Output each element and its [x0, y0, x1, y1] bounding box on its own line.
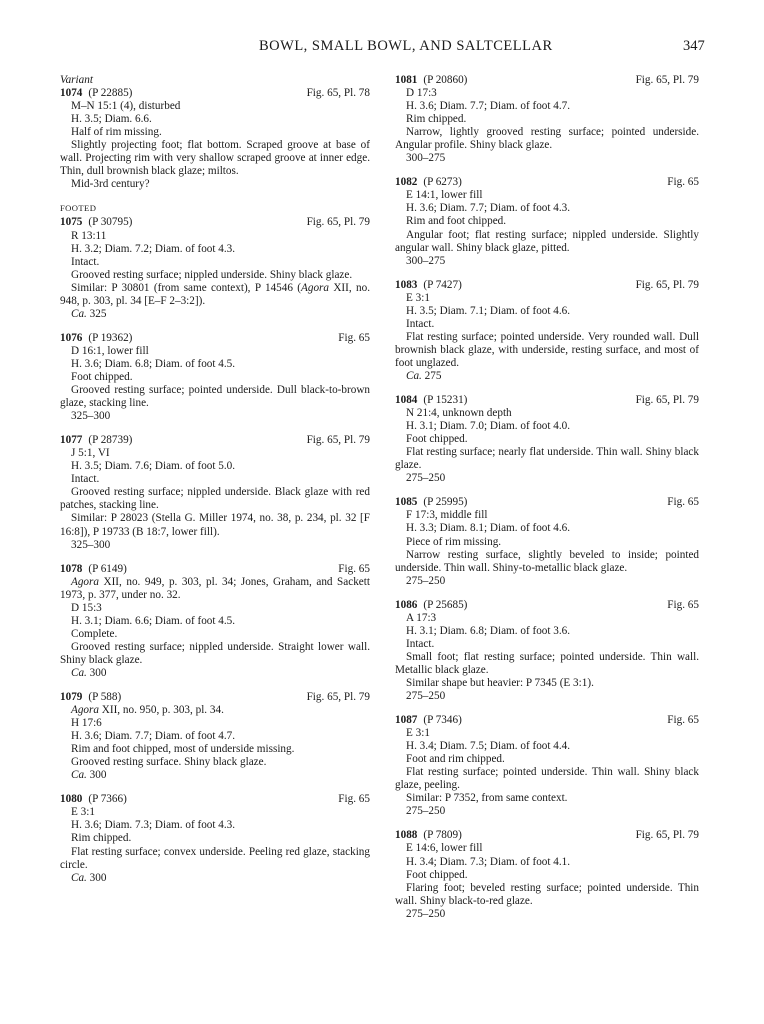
inventory-number: (P 28739) — [88, 434, 133, 447]
entry-heading — [60, 793, 370, 806]
date: 300–275 — [406, 152, 446, 165]
entry-number: 1083 — [395, 278, 418, 291]
figure-reference: Fig. 65 — [667, 598, 699, 611]
figure-reference: Fig. 65 — [667, 496, 699, 509]
page-header — [0, 38, 764, 58]
catalog-entry-1083 — [395, 279, 699, 383]
entry-number: 1088 — [395, 829, 418, 842]
inventory-number: (P 6273) — [423, 176, 462, 189]
dimensions: H. 3.5; Diam. 7.6; Diam. of foot 5.0. — [71, 460, 236, 473]
page-number: 347 — [683, 38, 705, 54]
entry-number: 1081 — [395, 74, 418, 86]
condition: Rim and foot chipped, most of underside missing. — [71, 743, 295, 756]
date: 300–275 — [406, 254, 446, 267]
condition: Rim chipped. — [71, 832, 132, 845]
date: 325–300 — [71, 410, 111, 423]
description: Grooved resting surface; nippled underside. Straight lower wall. Shiny black glaze. — [60, 640, 370, 666]
figure-reference: Fig. 65, Pl. 79 — [635, 394, 699, 407]
inventory-number: (P 7346) — [423, 714, 462, 727]
entry-number: 1087 — [395, 714, 418, 727]
inventory-number: (P 6149) — [88, 562, 127, 575]
description: Narrow resting surface, slightly beveled to inside; pointed underside. Thin wall. Shiny-to-metallic black glaze. — [395, 548, 699, 574]
entry-heading — [60, 691, 370, 704]
date: 275–250 — [406, 574, 446, 587]
dimensions: H. 3.5; Diam. 6.6. — [71, 113, 152, 126]
section-label-footed: FOOTED — [60, 203, 97, 214]
date: Ca. 300 — [71, 666, 107, 679]
entry-number: 1078 — [60, 562, 83, 575]
description: Flaring foot; beveled resting surface; pointed underside. Thin wall. Shiny black-to-red glaze. — [395, 881, 699, 907]
entry-number: 1074 — [60, 87, 83, 100]
description: Angular foot; flat resting surface; nippled underside. Slightly angular wall. Shiny black glaze, pitted. — [395, 228, 699, 254]
condition: Intact. — [71, 255, 100, 268]
figure-reference: Fig. 65, Pl. 79 — [635, 829, 699, 842]
figure-reference: Fig. 65 — [667, 714, 699, 727]
description: Grooved resting surface; nippled underside. Black glaze with red patches, stacking line. — [60, 486, 370, 512]
inventory-number: (P 588) — [88, 691, 122, 704]
section-label-variant: Variant — [60, 74, 93, 86]
figure-reference: Fig. 65, Pl. 79 — [635, 278, 699, 291]
catalog-entry-1075 — [60, 216, 370, 320]
inventory-number: (P 7809) — [423, 829, 462, 842]
deposit-context: E 3:1 — [406, 291, 430, 304]
deposit-context: E 14:6, lower fill — [406, 842, 483, 855]
condition: Piece of rim missing. — [406, 535, 502, 548]
entry-heading — [395, 279, 699, 292]
condition: Foot chipped. — [406, 868, 468, 881]
description: Flat resting surface; convex underside. Peeling red glaze, stacking circle. — [60, 845, 370, 871]
condition: Foot chipped. — [71, 370, 133, 383]
date: Ca. 325 — [71, 307, 107, 320]
catalog-entry-1077 — [60, 434, 370, 551]
dimensions: H. 3.1; Diam. 6.6; Diam. of foot 4.5. — [71, 614, 236, 627]
deposit-context: H 17:6 — [71, 717, 102, 730]
catalog-entry-1078 — [60, 563, 370, 680]
date: 275–250 — [406, 472, 446, 485]
date: Ca. 275 — [406, 369, 442, 382]
description: Small foot; flat resting surface; pointed underside. Thin wall. Metallic black glaze. — [395, 650, 699, 676]
entry-heading — [395, 599, 699, 612]
figure-reference: Fig. 65, Pl. 79 — [635, 74, 699, 86]
inventory-number: (P 7427) — [423, 278, 462, 291]
condition: Complete. — [71, 627, 118, 640]
condition: Intact. — [71, 473, 100, 486]
similar-pieces: Similar: P 30801 (from same context), P 14546 (Agora XII, no. 948, p. 303, pl. 34 [E–F 2–3:2]). — [60, 281, 371, 307]
catalog-entry-1088 — [395, 829, 699, 920]
catalog-entry-1074 — [60, 87, 370, 191]
entry-number: 1079 — [60, 691, 83, 704]
entry-heading — [395, 74, 699, 87]
deposit-context: F 17:3, middle fill — [406, 509, 488, 522]
figure-reference: Fig. 65, Pl. 79 — [306, 216, 370, 229]
date: Ca. 300 — [71, 769, 107, 782]
bibliography: Agora XII, no. 949, p. 303, pl. 34; Jones, Graham, and Sackett 1973, p. 377, under no. 32. — [60, 575, 370, 601]
inventory-number: (P 15231) — [423, 394, 468, 407]
entry-heading — [60, 216, 370, 229]
dimensions: H. 3.3; Diam. 8.1; Diam. of foot 4.6. — [406, 522, 571, 535]
deposit-context: E 14:1, lower fill — [406, 189, 483, 202]
condition: Rim chipped. — [406, 113, 467, 126]
deposit-context: N 21:4, unknown depth — [406, 407, 512, 420]
inventory-number: (P 25995) — [423, 496, 468, 509]
entry-heading — [60, 563, 370, 576]
similar-pieces: Similar: P 7352, from same context. — [406, 792, 568, 805]
deposit-context: E 3:1 — [71, 806, 95, 819]
condition: Intact. — [406, 637, 435, 650]
running-title: BOWL, SMALL BOWL, AND SALTCELLAR — [259, 38, 553, 54]
inventory-number: (P 22885) — [88, 87, 133, 100]
catalog-entry-1087 — [395, 714, 699, 818]
description: Grooved resting surface. Shiny black glaze. — [71, 756, 267, 769]
catalog-entry-1079 — [60, 691, 370, 782]
figure-reference: Fig. 65, Pl. 78 — [306, 87, 370, 100]
deposit-context: J 5:1, VI — [71, 447, 110, 460]
figure-reference: Fig. 65 — [338, 562, 370, 575]
dimensions: H. 3.6; Diam. 7.7; Diam. of foot 4.3. — [406, 202, 571, 215]
date: 275–250 — [406, 690, 446, 703]
entry-number: 1075 — [60, 216, 83, 229]
deposit-context: D 17:3 — [406, 87, 437, 100]
entry-heading — [395, 829, 699, 842]
deposit-context: R 13:11 — [71, 229, 107, 242]
catalog-entry-1081 — [395, 74, 699, 165]
entry-number: 1086 — [395, 598, 418, 611]
dimensions: H. 3.6; Diam. 7.3; Diam. of foot 4.3. — [71, 819, 236, 832]
similar-pieces: Similar shape but heavier: P 7345 (E 3:1). — [406, 676, 594, 689]
dimensions: H. 3.6; Diam. 6.8; Diam. of foot 4.5. — [71, 357, 236, 370]
date: Mid-3rd century? — [71, 178, 150, 191]
catalog-entry-1080 — [60, 793, 370, 884]
description: Slightly projecting foot; flat bottom. Scraped groove at base of wall. Projecting rim with very shallow scraped groove at inner edge. Thin, dull brownish black glaze; miltos. — [60, 139, 370, 178]
right-column — [395, 74, 699, 932]
dimensions: H. 3.1; Diam. 6.8; Diam. of foot 3.6. — [406, 624, 571, 637]
description: Flat resting surface; pointed underside. Very rounded wall. Dull brownish black glaze, with underside, resting surface, and most of foot unglazed. — [395, 330, 699, 369]
condition: Rim and foot chipped. — [406, 215, 507, 228]
similar-pieces: Similar: P 28023 (Stella G. Miller 1974, no. 38, p. 234, pl. 32 [F 16:8]), P 19733 (B 18:7, lower fill). — [60, 512, 370, 538]
entry-number: 1077 — [60, 434, 83, 447]
condition: Intact. — [406, 317, 435, 330]
deposit-context: D 16:1, lower fill — [71, 344, 149, 357]
entry-heading — [395, 176, 699, 189]
entry-number: 1076 — [60, 331, 83, 344]
entry-heading — [60, 434, 370, 447]
left-column — [60, 74, 370, 896]
figure-reference: Fig. 65 — [338, 331, 370, 344]
dimensions: H. 3.2; Diam. 7.2; Diam. of foot 4.3. — [71, 242, 236, 255]
dimensions: H. 3.1; Diam. 7.0; Diam. of foot 4.0. — [406, 420, 571, 433]
entry-number: 1085 — [395, 496, 418, 509]
entry-number: 1080 — [60, 793, 83, 806]
catalog-entry-1076 — [60, 332, 370, 423]
description: Grooved resting surface; pointed underside. Dull black-to-brown glaze, stacking line. — [60, 384, 370, 410]
description: Flat resting surface; nearly flat underside. Thin wall. Shiny black glaze. — [395, 446, 699, 472]
condition: Foot and rim chipped. — [406, 753, 505, 766]
dimensions: H. 3.5; Diam. 7.1; Diam. of foot 4.6. — [406, 304, 571, 317]
inventory-number: (P 25685) — [423, 598, 468, 611]
inventory-number: (P 7366) — [88, 793, 127, 806]
date: Ca. 300 — [71, 871, 107, 884]
description: Flat resting surface; pointed underside. Thin wall. Shiny black glaze, peeling. — [395, 766, 699, 792]
deposit-context: D 15:3 — [71, 601, 102, 614]
condition: Half of rim missing. — [71, 126, 162, 139]
catalog-entry-1082 — [395, 176, 699, 267]
entry-heading — [60, 87, 370, 100]
description: Narrow, lightly grooved resting surface; pointed underside. Angular profile. Shiny black glaze. — [395, 126, 699, 152]
dimensions: H. 3.6; Diam. 7.7; Diam. of foot 4.7. — [406, 100, 571, 113]
figure-reference: Fig. 65 — [667, 176, 699, 189]
condition: Foot chipped. — [406, 433, 468, 446]
entry-number: 1082 — [395, 176, 418, 189]
deposit-context: M–N 15:1 (4), disturbed — [71, 100, 181, 113]
entry-heading — [395, 714, 699, 727]
deposit-context: A 17:3 — [406, 611, 437, 624]
catalog-entry-1086 — [395, 599, 699, 703]
inventory-number: (P 30795) — [88, 216, 133, 229]
dimensions: H. 3.6; Diam. 7.7; Diam. of foot 4.7. — [71, 730, 236, 743]
description: Grooved resting surface; nippled underside. Shiny black glaze. — [71, 268, 353, 281]
date: 275–250 — [406, 907, 446, 920]
catalog-entry-1084 — [395, 394, 699, 485]
inventory-number: (P 19362) — [88, 331, 133, 344]
date: 325–300 — [71, 538, 111, 551]
date: 275–250 — [406, 805, 446, 818]
entry-heading — [395, 394, 699, 407]
figure-reference: Fig. 65, Pl. 79 — [306, 434, 370, 447]
dimensions: H. 3.4; Diam. 7.5; Diam. of foot 4.4. — [406, 740, 571, 753]
entry-heading — [60, 332, 370, 345]
figure-reference: Fig. 65 — [338, 793, 370, 806]
figure-reference: Fig. 65, Pl. 79 — [306, 691, 370, 704]
catalog-entry-1085 — [395, 496, 699, 587]
dimensions: H. 3.4; Diam. 7.3; Diam. of foot 4.1. — [406, 855, 571, 868]
deposit-context: E 3:1 — [406, 727, 430, 740]
inventory-number: (P 20860) — [423, 74, 468, 86]
entry-heading — [395, 496, 699, 509]
entry-number: 1084 — [395, 394, 418, 407]
bibliography: Agora XII, no. 950, p. 303, pl. 34. — [71, 704, 224, 717]
